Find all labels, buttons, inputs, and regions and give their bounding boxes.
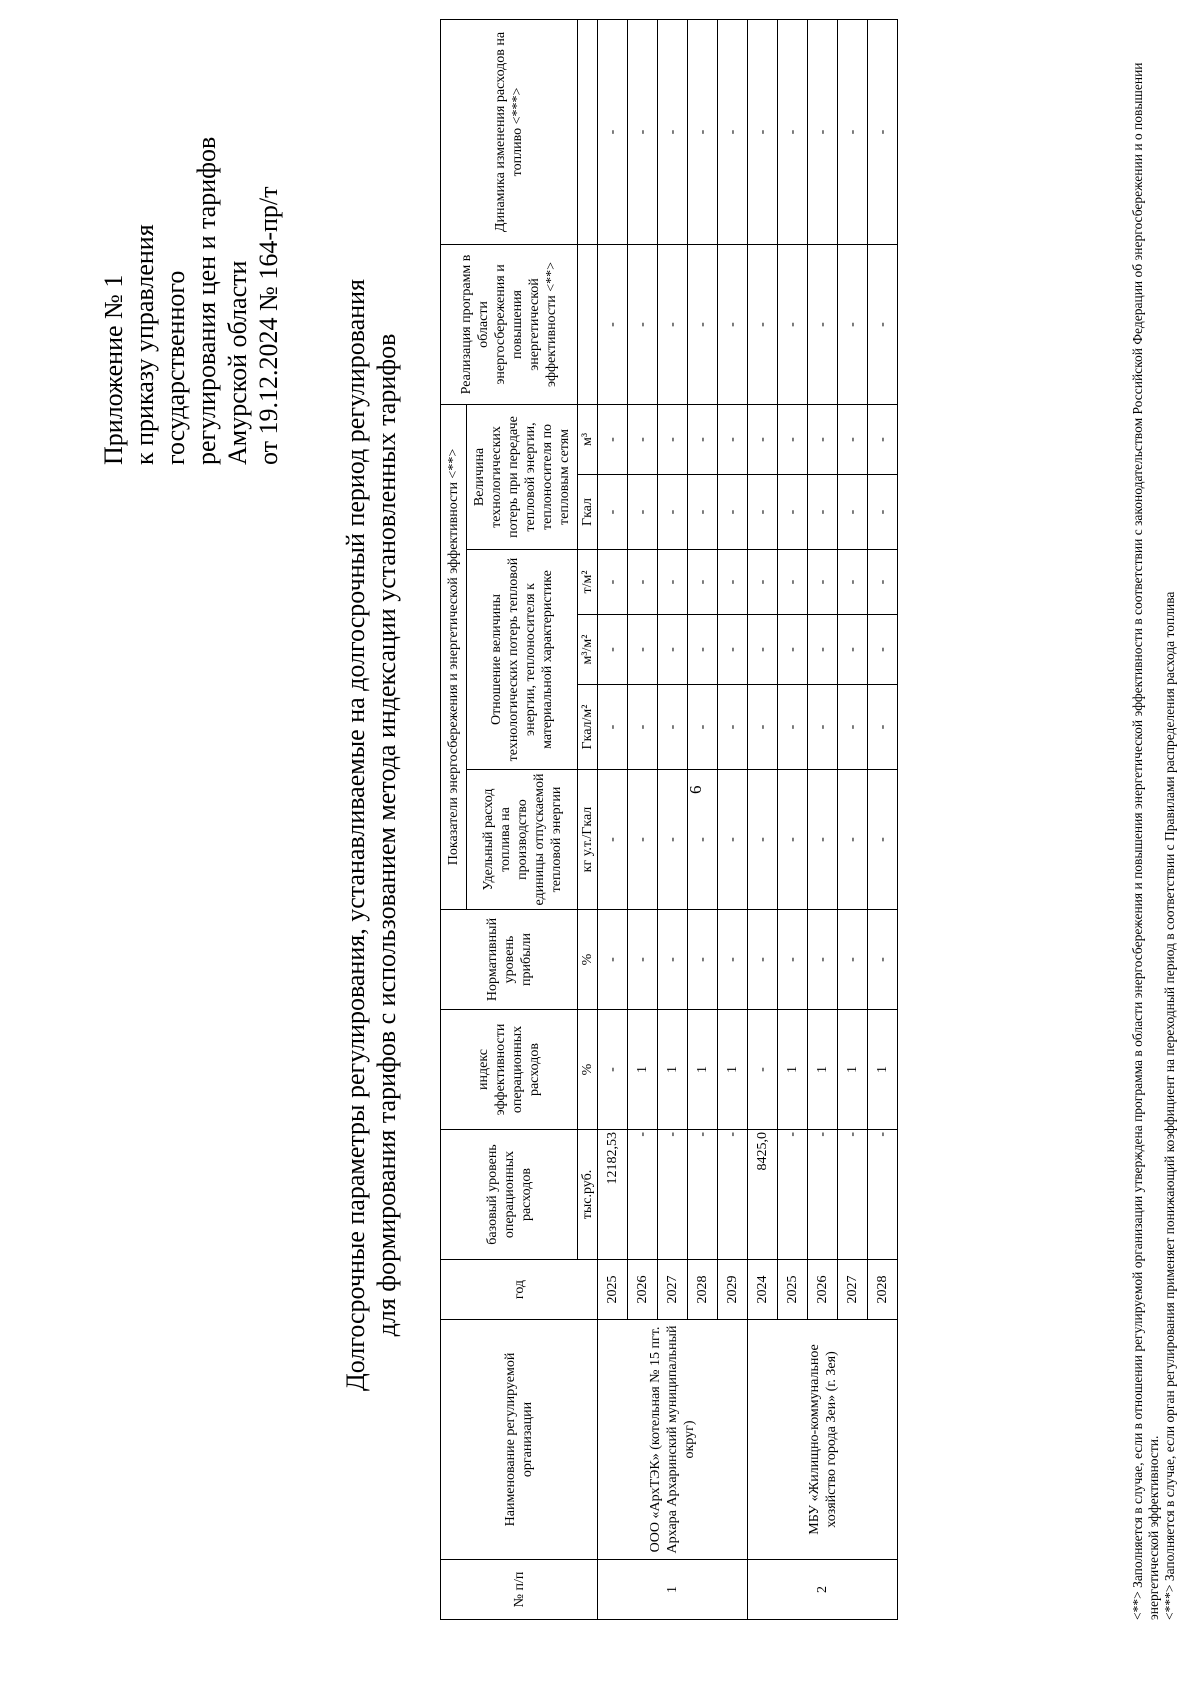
cell-fuel: -	[628, 770, 658, 910]
cell-dyn: -	[808, 19, 838, 244]
cell-r2: -	[688, 615, 718, 685]
cell-dyn: -	[658, 19, 688, 244]
cell-l1: -	[838, 475, 868, 550]
cell-l1: -	[688, 475, 718, 550]
cell-l1: -	[658, 475, 688, 550]
cell-prog: -	[868, 244, 898, 404]
cell-prog: -	[748, 244, 778, 404]
approval-line: регулирования цен и тарифов	[192, 136, 221, 465]
cell-l1: -	[808, 475, 838, 550]
parameters-table	[440, 19, 898, 1620]
approval-line: Амурской области	[223, 260, 252, 465]
cell-prog: -	[688, 244, 718, 404]
cell-prog: -	[778, 244, 808, 404]
header-losses: Величина технологических потерь при передаче тепловой энергии, теплоносителя по тепловым сетям	[467, 404, 578, 549]
cell-index: 1	[658, 1010, 688, 1130]
cell-prog: -	[838, 244, 868, 404]
cell-profit: -	[778, 910, 808, 1010]
header-org: Наименование регулируемой организации	[441, 1320, 598, 1560]
rotated-sheet	[20, 10, 1200, 1660]
cell-prog: -	[718, 244, 748, 404]
cell-r3: -	[868, 550, 898, 615]
table-body	[598, 19, 898, 1619]
page-number: 6	[686, 785, 705, 794]
cell-l2: -	[718, 404, 748, 474]
table-row	[598, 19, 628, 1619]
header-row-1	[441, 19, 467, 1619]
unit-losses-2: м³	[578, 404, 598, 474]
cell-l2: -	[778, 404, 808, 474]
footnotes	[1130, 20, 1178, 1620]
approval-line: от 19.12.2024 № 164-пр/т	[254, 186, 283, 465]
header-programs: Реализация программ в области энергосбережения и повышения энергетической эффективности <**>	[441, 244, 578, 404]
approval-block	[98, 25, 284, 465]
cell-l2: -	[628, 404, 658, 474]
cell-r3: -	[658, 550, 688, 615]
cell-r1: -	[658, 685, 688, 770]
cell-dyn: -	[868, 19, 898, 244]
header-index: индекс эффективности операционных расходов	[441, 1010, 578, 1130]
header-num: № п/п	[441, 1560, 598, 1620]
cell-r1: -	[718, 685, 748, 770]
cell-r1: -	[688, 685, 718, 770]
unit-fuel: кг у.т./Гкал	[578, 770, 598, 910]
year-cell: 2028	[868, 1260, 898, 1320]
year-cell: 2028	[688, 1260, 718, 1320]
approval-line: Приложение № 1	[99, 274, 128, 465]
cell-base: -	[778, 1130, 808, 1260]
year-cell: 2029	[718, 1260, 748, 1320]
cell-dyn: -	[688, 19, 718, 244]
cell-r3: -	[628, 550, 658, 615]
cell-r1: -	[598, 685, 628, 770]
cell-profit: -	[658, 910, 688, 1010]
cell-base: -	[868, 1130, 898, 1260]
cell-base: 8425,0	[748, 1130, 778, 1260]
cell-base: 12182,53	[598, 1130, 628, 1260]
unit-losses-1: Гкал	[578, 475, 598, 550]
unit-programs	[578, 244, 598, 404]
cell-fuel: -	[598, 770, 628, 910]
cell-l1: -	[748, 475, 778, 550]
cell-fuel: -	[808, 770, 838, 910]
cell-index: 1	[868, 1010, 898, 1130]
unit-ratio-3: т/м²	[578, 550, 598, 615]
cell-prog: -	[808, 244, 838, 404]
cell-r1: -	[808, 685, 838, 770]
cell-l2: -	[808, 404, 838, 474]
cell-base: -	[838, 1130, 868, 1260]
cell-r3: -	[748, 550, 778, 615]
cell-l2: -	[868, 404, 898, 474]
cell-dyn: -	[838, 19, 868, 244]
cell-index: -	[598, 1010, 628, 1130]
footnote: <**> Заполняется в случае, если в отношении регулируемой организации утверждена программа в области энергосбережения и повышения энергетической эффективности в соответствии с законодательством Российской Федерации об энергосбережении и о повышении энергетической эффективности.	[1130, 62, 1161, 1620]
unit-fuel-dynamics	[578, 19, 598, 244]
cell-index: 1	[778, 1010, 808, 1130]
year-cell: 2027	[838, 1260, 868, 1320]
cell-profit: -	[688, 910, 718, 1010]
unit-ratio-1: Гкал/м²	[578, 685, 598, 770]
cell-l1: -	[628, 475, 658, 550]
cell-r2: -	[658, 615, 688, 685]
row-number: 2	[748, 1560, 898, 1620]
cell-r2: -	[778, 615, 808, 685]
cell-r1: -	[628, 685, 658, 770]
year-cell: 2025	[778, 1260, 808, 1320]
cell-l1: -	[868, 475, 898, 550]
header-base: базовый уровень операционных расходов	[441, 1130, 578, 1260]
cell-fuel: -	[688, 770, 718, 910]
cell-profit: -	[838, 910, 868, 1010]
year-cell: 2025	[598, 1260, 628, 1320]
approval-line: к приказу управления	[130, 224, 159, 465]
cell-fuel: -	[748, 770, 778, 910]
cell-dyn: -	[598, 19, 628, 244]
year-cell: 2024	[748, 1260, 778, 1320]
document-title	[340, 50, 402, 1620]
organization-name: ООО «АрхТЭК» (котельная № 15 пгт. Архара Архаринский муниципальный округ)	[598, 1320, 748, 1560]
cell-profit: -	[808, 910, 838, 1010]
cell-l1: -	[778, 475, 808, 550]
cell-r3: -	[688, 550, 718, 615]
cell-r1: -	[778, 685, 808, 770]
cell-index: 1	[838, 1010, 868, 1130]
organization-name: МБУ «Жилищно-коммунальное хозяйство города Зеи» (г. Зея)	[748, 1320, 898, 1560]
cell-base: -	[658, 1130, 688, 1260]
cell-dyn: -	[718, 19, 748, 244]
year-cell: 2026	[808, 1260, 838, 1320]
cell-fuel: -	[718, 770, 748, 910]
cell-index: 1	[808, 1010, 838, 1130]
row-number: 1	[598, 1560, 748, 1620]
cell-l1: -	[718, 475, 748, 550]
cell-r1: -	[838, 685, 868, 770]
cell-r3: -	[838, 550, 868, 615]
approval-line: государственного	[161, 270, 190, 465]
cell-profit: -	[868, 910, 898, 1010]
table-row	[748, 19, 778, 1619]
cell-r2: -	[718, 615, 748, 685]
cell-r2: -	[838, 615, 868, 685]
cell-r2: -	[808, 615, 838, 685]
cell-l2: -	[748, 404, 778, 474]
cell-index: 1	[688, 1010, 718, 1130]
cell-r2: -	[628, 615, 658, 685]
cell-r2: -	[598, 615, 628, 685]
unit-index: %	[578, 1010, 598, 1130]
cell-r2: -	[748, 615, 778, 685]
cell-base: -	[688, 1130, 718, 1260]
cell-profit: -	[598, 910, 628, 1010]
year-cell: 2026	[628, 1260, 658, 1320]
cell-r2: -	[868, 615, 898, 685]
cell-r1: -	[868, 685, 898, 770]
cell-dyn: -	[628, 19, 658, 244]
cell-profit: -	[718, 910, 748, 1010]
cell-base: -	[628, 1130, 658, 1260]
cell-l2: -	[688, 404, 718, 474]
cell-profit: -	[748, 910, 778, 1010]
cell-prog: -	[658, 244, 688, 404]
header-fuel-dynamics: Динамика изменения расходов на топливо <***>	[441, 19, 578, 244]
cell-l2: -	[838, 404, 868, 474]
cell-dyn: -	[748, 19, 778, 244]
cell-fuel: -	[658, 770, 688, 910]
header-energy-group: Показатели энергосбережения и энергетической эффективности <**>	[441, 404, 467, 909]
cell-prog: -	[628, 244, 658, 404]
unit-ratio-2: м³/м²	[578, 615, 598, 685]
cell-index: -	[748, 1010, 778, 1130]
cell-l2: -	[598, 404, 628, 474]
cell-l1: -	[598, 475, 628, 550]
unit-profit: %	[578, 910, 598, 1010]
cell-r3: -	[778, 550, 808, 615]
title-line-2: для формирования тарифов с использованием метода индексации установленных тарифов	[372, 333, 401, 1337]
cell-base: -	[808, 1130, 838, 1260]
footnote: <***> Заполняется в случае, если орган регулирования применяет понижающий коэффициент на переходный период в соответствии с Правилами распределения расхода топлива	[1162, 591, 1177, 1620]
cell-dyn: -	[778, 19, 808, 244]
header-year: год	[441, 1260, 598, 1320]
cell-r1: -	[748, 685, 778, 770]
cell-fuel: -	[868, 770, 898, 910]
unit-base: тыс.руб.	[578, 1130, 598, 1260]
cell-profit: -	[628, 910, 658, 1010]
header-ratio: Отношение величины технологических потерь тепловой энергии, теплоносителя к материальной характеристике	[467, 550, 578, 770]
cell-fuel: -	[838, 770, 868, 910]
header-fuel: Удельный расход топлива на производство единицы отпускаемой тепловой энергии	[467, 770, 578, 910]
cell-r3: -	[808, 550, 838, 615]
year-cell: 2027	[658, 1260, 688, 1320]
cell-index: 1	[718, 1010, 748, 1130]
cell-prog: -	[598, 244, 628, 404]
cell-fuel: -	[778, 770, 808, 910]
title-line-1: Долгосрочные параметры регулирования, устанавливаемые на долгосрочный период регулирования	[341, 278, 370, 1392]
cell-r3: -	[598, 550, 628, 615]
cell-base: -	[718, 1130, 748, 1260]
cell-r3: -	[718, 550, 748, 615]
header-profit: Нормативный уровень прибыли	[441, 910, 578, 1010]
cell-l2: -	[658, 404, 688, 474]
cell-index: 1	[628, 1010, 658, 1130]
